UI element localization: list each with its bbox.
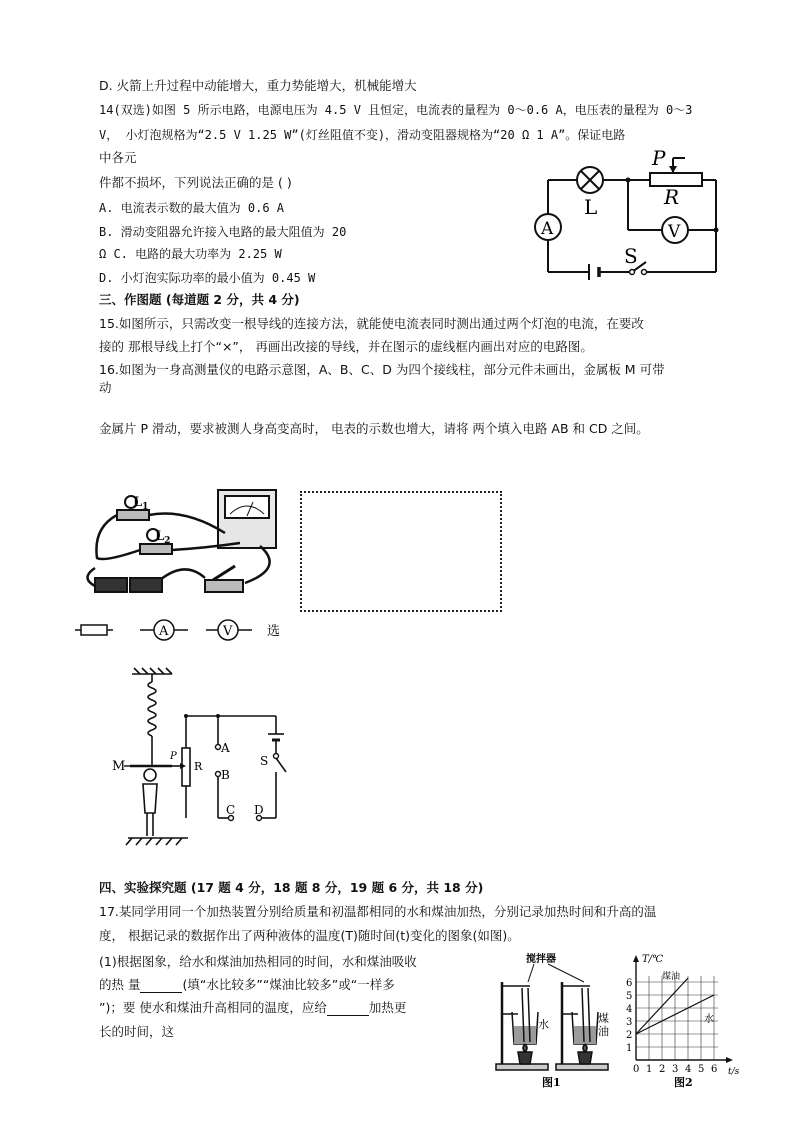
q16-line-2: 动	[99, 380, 112, 395]
q14-line-1: 14(双选)如图 5 所示电路，电源电压为 4.5 V 且恒定，电流表的量程为 0～0.6 A，电压表的量程为 0～3	[99, 103, 693, 117]
fig2-y-tick: 4	[626, 1004, 633, 1015]
water-label: 水	[538, 1018, 549, 1031]
symbol-ammeter: A	[159, 624, 169, 639]
fig2-water-label: 水	[704, 1014, 714, 1025]
kerosene-label-2: 油	[598, 1025, 609, 1038]
label-l1-sub: 1	[142, 502, 149, 512]
label-l1-main: L	[133, 495, 143, 510]
label-a: A	[221, 741, 230, 755]
fig2-x-tick: 1	[646, 1064, 653, 1075]
fig2-x-tick: 2	[659, 1064, 666, 1075]
q14-option-b: B. 滑动变阻器允许接入电路的最大阻值为 20	[99, 225, 347, 239]
fig2-x-tick: 6	[711, 1064, 718, 1075]
fig2-y-tick: 5	[626, 991, 633, 1002]
label-c: C	[226, 803, 236, 817]
q17-sub1-line-2	[99, 977, 395, 993]
fig2-x-tick: 4	[685, 1064, 692, 1075]
q16-line-1: 16.如图为一身高测量仪的电路示意图，A、B、C、D 为四个接线柱，部分元件未画出，金属板 M 可带	[99, 362, 665, 377]
fig2-x-tick: 5	[698, 1064, 705, 1075]
q15-line-1: 15.如图所示，只需改变一根导线的连接方法，就能使电流表同时测出通过两个灯泡的电流，在要改	[99, 316, 644, 331]
label-s: S	[624, 244, 638, 268]
q14-line-2: V， 小灯泡规格为“2.5 V 1.25 W”(灯丝阻值不变)，滑动变阻器规格为“20 Ω 1 A”。保证电路	[99, 128, 626, 142]
q14-circuit-diagram	[520, 146, 730, 285]
symbol-select-text: 选	[267, 624, 281, 639]
q17-sub1-line-1: (1)根据图象，给水和煤油加热相同的时间，水和煤油吸收	[99, 954, 417, 969]
fig2-caption: 图2	[674, 1076, 693, 1089]
q15-physical-circuit	[75, 488, 285, 603]
q14-option-c: Ω C. 电路的最大功率为 2.25 W	[99, 247, 282, 261]
fig2-kerosene-label: 煤油	[662, 972, 681, 982]
q17-sub1-line-3b: 加热更	[368, 1000, 407, 1015]
section-3-title: 三、作图题 (每道题 2 分，共 4 分)	[99, 292, 300, 307]
fig2-y-tick: 2	[626, 1030, 633, 1041]
fig2-x-tick: 3	[672, 1064, 679, 1075]
fig2-y-tick: 3	[626, 1017, 633, 1028]
q17-line-1: 17.某同学用同一个加热装置分别给质量和初温都相同的水和煤油加热，分别记录加热时间和升高的温	[99, 904, 657, 919]
symbol-voltmeter: V	[223, 624, 233, 639]
q14-option-a: A. 电流表示数的最大值为 0.6 A	[99, 201, 285, 215]
fig2-y-tick: 6	[626, 978, 633, 989]
answer-blank-2[interactable]	[327, 1003, 369, 1016]
q15-symbols-row	[75, 618, 290, 642]
q17-figure-1	[490, 952, 620, 1092]
fig2-xlabel: t/s	[728, 1067, 740, 1077]
label-d: D	[254, 803, 264, 817]
q14-line-3: 中各元	[99, 150, 137, 165]
label-p: P	[170, 751, 177, 762]
label-a: A	[541, 219, 554, 239]
q16-height-meter	[110, 668, 300, 848]
label-l2-sub: 2	[164, 536, 171, 546]
q17-figure-2-graph	[622, 952, 742, 1092]
q17-sub1-line-3a: ”)；要 使水和煤油升高相同的温度，应给	[99, 1000, 327, 1015]
label-r: R	[194, 760, 203, 773]
label-p: P	[652, 146, 666, 170]
q17-sub1-line-3	[99, 1000, 406, 1016]
label-m: M	[112, 759, 126, 774]
label-l2	[155, 529, 170, 546]
fig2-ylabel: T/℃	[642, 954, 664, 965]
label-l: L	[584, 195, 598, 219]
q16-line-3: 金属片 P 滑动，要求被测人身高变高时， 电表的示数也增大，请将 两个填入电路 AB 和 CD 之间。	[99, 421, 649, 436]
stirrer-label: 搅拌器	[526, 954, 556, 965]
q15-line-2: 接的 那根导线上打个“×”， 再画出改接的导线，并在图示的虚线框内画出对应的电路图。	[99, 339, 593, 354]
q17-sub1-line-4: 长的时间，这	[99, 1024, 175, 1039]
section-4-title: 四、实验探究题 (17 题 4 分，18 题 8 分，19 题 6 分，共 18 分)	[99, 880, 484, 895]
fig1-caption: 图1	[542, 1076, 561, 1089]
kerosene-label-1: 煤	[598, 1012, 609, 1025]
q13-option-d: D. 火箭上升过程中动能增大，重力势能增大，机械能增大	[99, 78, 417, 93]
label-r: R	[664, 185, 680, 209]
label-v: V	[668, 222, 681, 242]
answer-dotted-box[interactable]	[300, 491, 502, 612]
q17-sub1-line-2b: (填“水比较多”“煤油比较多”或“一样多	[182, 977, 395, 992]
answer-blank-1[interactable]	[140, 980, 182, 993]
q17-sub1-line-2a: 的热 量	[99, 977, 141, 992]
label-l2-main: L	[155, 529, 165, 544]
q14-line-4: 件都不损坏，下列说法正确的是 ( )	[99, 175, 292, 190]
fig2-x-tick: 0	[633, 1064, 640, 1075]
q14-option-d: D. 小灯泡实际功率的最小值为 0.45 W	[99, 271, 316, 285]
label-b: B	[221, 768, 230, 782]
q17-line-2: 度， 根据记录的数据作出了两种液体的温度(T)随时间(t)变化的图象(如图)。	[99, 928, 520, 943]
fig2-y-tick: 1	[626, 1043, 633, 1054]
label-s: S	[260, 754, 269, 768]
label-l1	[133, 495, 148, 512]
